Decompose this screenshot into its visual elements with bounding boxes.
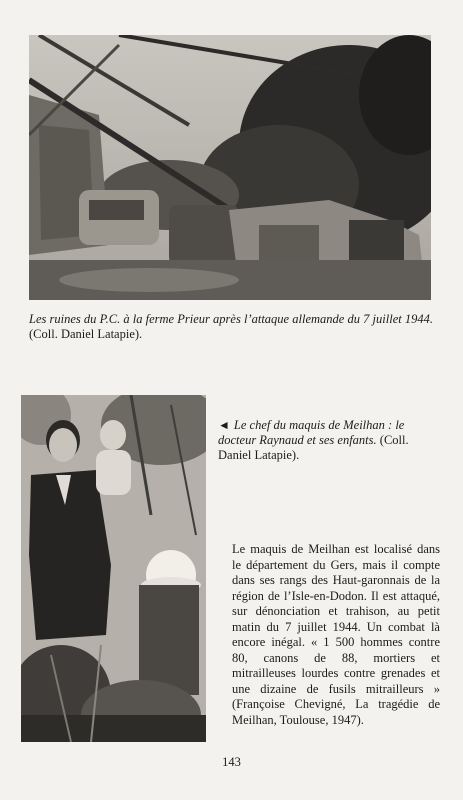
photo-farm-ruins [29, 35, 431, 300]
page-number: 143 [222, 755, 241, 769]
caption-farm-ruins-text: Les ruines du P.C. à la ferme Prieur après l’attaque allemande du 7 juillet 1944. [29, 312, 433, 326]
farm-ruins-illustration [29, 35, 431, 300]
photo-raynaud-family [21, 395, 206, 742]
family-illustration [21, 395, 206, 742]
caption-farm-ruins [29, 312, 433, 342]
caption-farm-ruins-credit: (Coll. Daniel Latapie). [29, 327, 143, 341]
caption-raynaud-family-credit: (Coll. Daniel Latapie). [218, 433, 409, 462]
caption-raynaud-family [218, 418, 438, 463]
body-paragraph: Le maquis de Meilhan est localisé dans le département du Gers, mais il compte dans ses rangs des Haut-garonnais de la région de l’Isle-en-Dodon. Il est attaqué, sur dénonciation et trahison, au petit matin du 7 juillet 1944. Un combat là encore inégal. « 1 500 hommes contre 80, canons de 88, mortiers et mitrailleuses lourdes contre grenades et une dizaine de fusils mitrailleurs » (Françoise Chevigné, La tragédie de Meilhan, Toulouse, 1947). [232, 542, 440, 727]
caption-raynaud-family-text: Le chef du maquis de Meilhan : le docteur Raynaud et ses enfants. [218, 418, 405, 447]
pointer-left-icon: ◄ [218, 418, 230, 432]
